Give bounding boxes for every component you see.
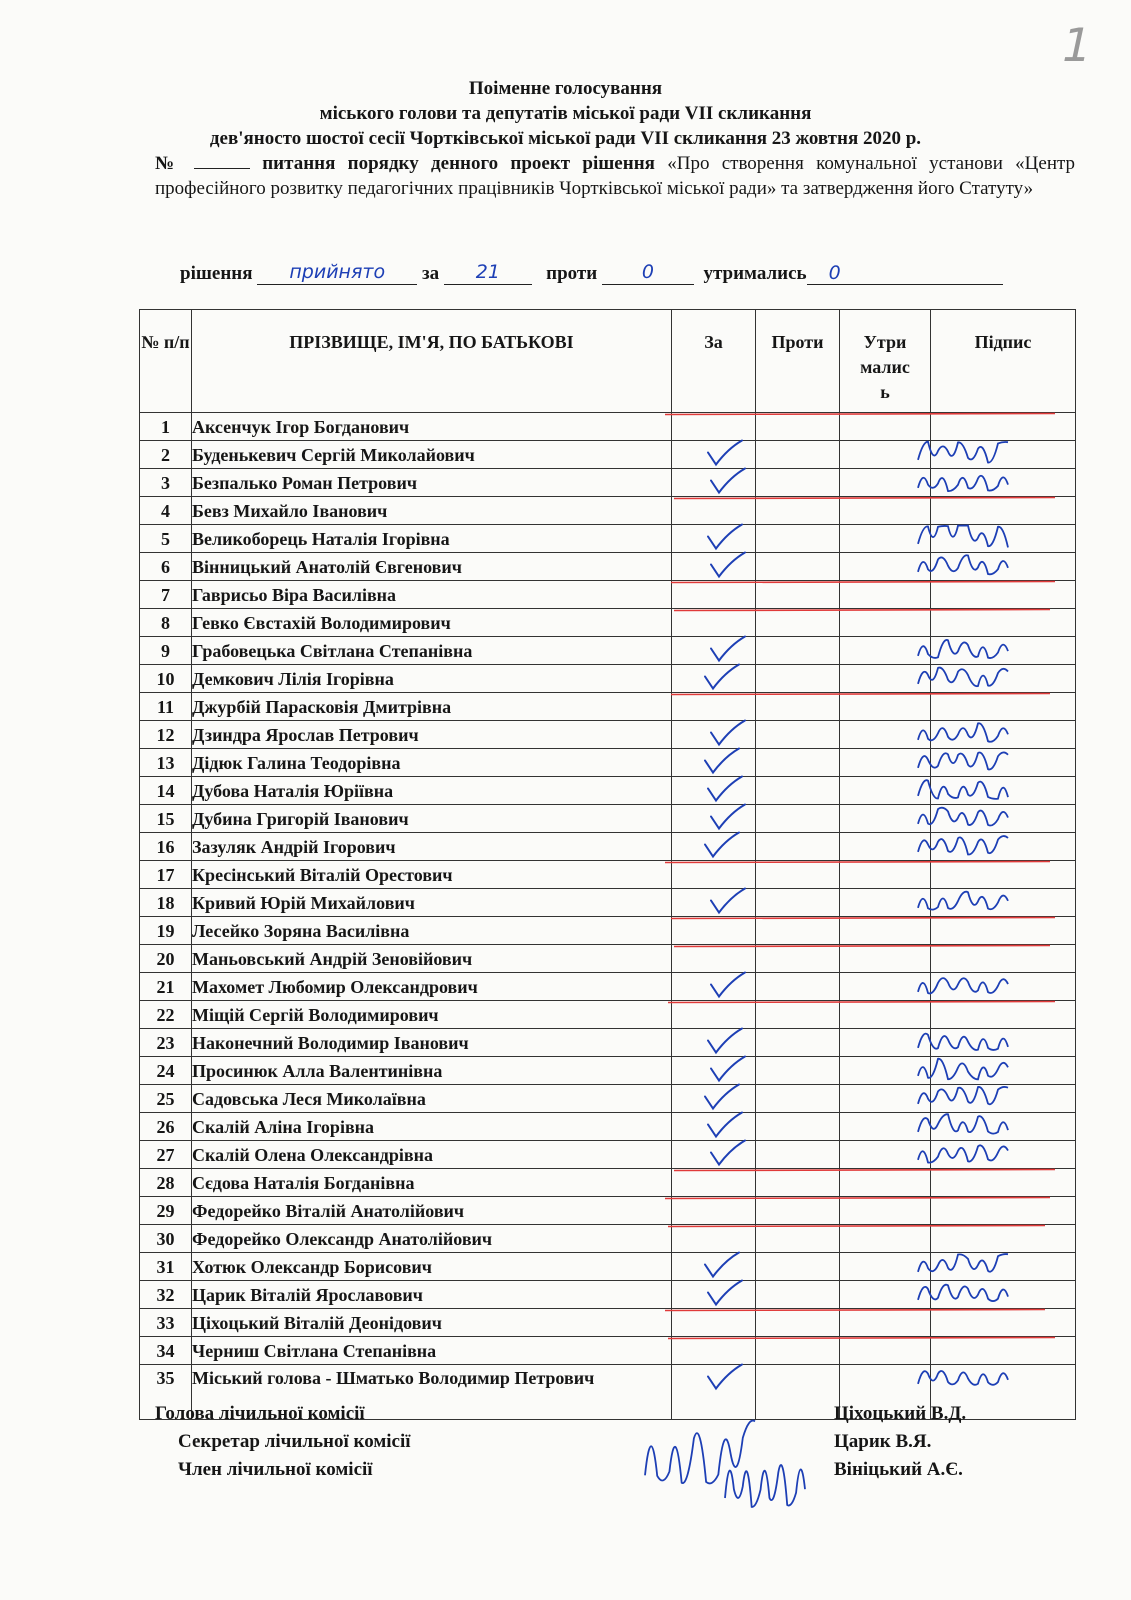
question-prefix: № [155,153,182,174]
vote-table [139,309,1076,1420]
member-name: Гевко Євстахій Володимирович [192,609,672,637]
for-cell [672,917,756,945]
table-row [140,1281,1076,1309]
row-number: 7 [140,581,192,609]
abstained-cell [840,497,931,525]
table-row [140,1337,1076,1365]
for-cell [672,553,756,581]
for-cell [672,1001,756,1029]
abstained-cell [840,777,931,805]
signature-cell [931,721,1076,749]
for-cell [672,1141,756,1169]
signature-cell [931,497,1076,525]
table-row [140,861,1076,889]
row-number: 21 [140,973,192,1001]
for-cell [672,637,756,665]
for-cell [672,1169,756,1197]
signature-cell [931,1281,1076,1309]
agenda-question [155,150,1075,201]
table-row [140,637,1076,665]
member-name: Ціхоцький Віталій Деонідович [192,1309,672,1337]
for-cell [672,861,756,889]
row-number: 27 [140,1141,192,1169]
table-row [140,1225,1076,1253]
row-number: 32 [140,1281,192,1309]
signature-cell [931,441,1076,469]
against-cell [756,861,840,889]
signature-cell [931,833,1076,861]
for-cell [672,1113,756,1141]
signature-cell [931,1309,1076,1337]
abstained-value: 0 [807,263,1003,285]
signature-cell [931,777,1076,805]
abstained-cell [840,721,931,749]
member-name: Хотюк Олександр Борисович [192,1253,672,1281]
signature-scribble [725,1465,805,1507]
for-cell [672,721,756,749]
table-row [140,973,1076,1001]
abstained-cell [840,1029,931,1057]
table-row [140,889,1076,917]
signature-cell [931,973,1076,1001]
signature-cell [931,1113,1076,1141]
member-name: Садовська Леся Миколаївна [192,1085,672,1113]
against-cell [756,665,840,693]
for-cell [672,973,756,1001]
table-row [140,749,1076,777]
member-name: Махомет Любомир Олександрович [192,973,672,1001]
col-signature-header: Підпис [931,310,1076,413]
for-cell [672,1225,756,1253]
row-number: 1 [140,413,192,441]
table-row [140,833,1076,861]
row-number: 31 [140,1253,192,1281]
signature-cell [931,693,1076,721]
against-cell [756,805,840,833]
abstained-cell [840,1281,931,1309]
for-cell [672,609,756,637]
for-cell [672,777,756,805]
table-row [140,917,1076,945]
abstained-cell [840,693,931,721]
signature-cell [931,861,1076,889]
against-cell [756,889,840,917]
row-number: 14 [140,777,192,805]
member-name: Черниш Світлана Степанівна [192,1337,672,1365]
for-cell [672,945,756,973]
signature-cell [931,1225,1076,1253]
document-header [0,76,1131,151]
for-cell [672,497,756,525]
for-label: за [422,263,440,284]
member-name: Вініцький А.Є. [834,1459,963,1480]
against-cell [756,1309,840,1337]
row-number: 34 [140,1337,192,1365]
against-cell [756,917,840,945]
row-number: 8 [140,609,192,637]
against-cell [756,973,840,1001]
col-name-header: ПРІЗВИЩЕ, ІМ'Я, ПО БАТЬКОВІ [192,310,672,413]
signature-cell [931,413,1076,441]
session-line: дев'яносто шостої сесії Чортківської міської ради VII скликання 23 жовтня 2020 р. [209,128,922,149]
row-number: 9 [140,637,192,665]
for-cell [672,1197,756,1225]
member-name: Кресінський Віталій Орестович [192,861,672,889]
for-cell [672,413,756,441]
member-name: Лесейко Зоряна Василівна [192,917,672,945]
table-row [140,1197,1076,1225]
signature-cell [931,665,1076,693]
against-cell [756,1085,840,1113]
member-name: Буденькевич Сергій Миколайович [192,441,672,469]
signature-cell [931,553,1076,581]
table-row [140,805,1076,833]
abstained-cell [840,1337,931,1365]
signature-cell [931,581,1076,609]
chair-label: Голова лічильної комісії [155,1403,365,1424]
col-for-header: За [672,310,756,413]
abstained-cell [840,637,931,665]
row-number: 5 [140,525,192,553]
for-cell [672,665,756,693]
signature-cell [931,637,1076,665]
against-cell [756,721,840,749]
for-cell [672,1365,756,1420]
abstained-cell [840,469,931,497]
row-number: 25 [140,1085,192,1113]
member-label: Член лічильної комісії [178,1459,373,1480]
for-cell [672,581,756,609]
table-row [140,553,1076,581]
against-cell [756,581,840,609]
table-row [140,1057,1076,1085]
question-text: «Про створення комунальної установи «Центр професійного розвитку педагогічних працівників Чортківської міської ради» та затвердження його Статуту» [155,153,1076,199]
signature-cell [931,1141,1076,1169]
row-number: 11 [140,693,192,721]
decision-value: прийнято [257,262,417,285]
question-number-blank [194,150,250,169]
table-row [140,497,1076,525]
for-cell [672,1057,756,1085]
for-cell [672,749,756,777]
table-row [140,1141,1076,1169]
member-name: Дідюк Галина Теодорівна [192,749,672,777]
member-name: Сєдова Наталія Богданівна [192,1169,672,1197]
table-row [140,609,1076,637]
row-number: 29 [140,1197,192,1225]
against-cell [756,1057,840,1085]
member-name: Гаврисьо Віра Василівна [192,581,672,609]
against-cell [756,637,840,665]
table-row [140,721,1076,749]
against-cell [756,1365,840,1420]
signature-cell [931,1169,1076,1197]
row-number: 2 [140,441,192,469]
against-cell [756,1113,840,1141]
member-name: Дубина Григорій Іванович [192,805,672,833]
row-number: 12 [140,721,192,749]
signature-cell [931,525,1076,553]
for-cell [672,805,756,833]
member-name: Кривий Юрій Михайлович [192,889,672,917]
vote-result [180,262,1003,285]
for-cell [672,469,756,497]
signature-cell [931,1029,1076,1057]
member-name: Міщій Сергій Володимирович [192,1001,672,1029]
against-label: проти [546,263,598,284]
row-number: 23 [140,1029,192,1057]
member-name: Федорейко Віталій Анатолійович [192,1197,672,1225]
document-title: Поіменне голосування [468,78,663,99]
row-number: 19 [140,917,192,945]
table-row [140,525,1076,553]
member-name: Великоборець Наталія Ігорівна [192,525,672,553]
signature-cell [931,1197,1076,1225]
for-cell [672,1281,756,1309]
table-row [140,1309,1076,1337]
signature-cell [931,1057,1076,1085]
signature-cell [931,609,1076,637]
member-name: Грабовецька Світлана Степанівна [192,637,672,665]
abstained-label: утримались [703,263,807,284]
table-header-row [140,310,1076,413]
abstained-cell [840,1057,931,1085]
row-number: 15 [140,805,192,833]
row-number: 26 [140,1113,192,1141]
row-number: 18 [140,889,192,917]
abstained-cell [840,553,931,581]
table-row [140,1113,1076,1141]
for-cell [672,525,756,553]
decision-label: рішення [180,263,253,284]
abstained-cell [840,665,931,693]
row-number: 28 [140,1169,192,1197]
table-row [140,777,1076,805]
signature-cell [931,1337,1076,1365]
table-row [140,581,1076,609]
col-abstained-header: Утримались [840,310,931,413]
against-cell [756,497,840,525]
against-cell [756,469,840,497]
member-name: Царик Віталій Ярославович [192,1281,672,1309]
abstained-cell [840,1113,931,1141]
chair-name: Ціхоцький В.Д. [834,1403,967,1424]
against-cell [756,777,840,805]
signature-cell [931,945,1076,973]
abstained-cell [840,525,931,553]
abstained-cell [840,1309,931,1337]
for-cell [672,1309,756,1337]
against-cell [756,945,840,973]
against-cell [756,413,840,441]
abstained-cell [840,1085,931,1113]
against-cell [756,833,840,861]
row-number: 16 [140,833,192,861]
row-number: 35 [140,1365,192,1420]
for-cell [672,693,756,721]
abstained-cell [840,1253,931,1281]
abstained-cell [840,945,931,973]
against-cell [756,1253,840,1281]
against-cell [756,1001,840,1029]
signature-cell [931,469,1076,497]
against-cell [756,1141,840,1169]
against-cell [756,749,840,777]
row-number: 22 [140,1001,192,1029]
signature-cell [931,749,1076,777]
member-name: Демкович Лілія Ігорівна [192,665,672,693]
for-cell [672,1085,756,1113]
col-num-header: № п/п [140,310,192,413]
signature-cell [931,889,1076,917]
member-name: Просинюк Алла Валентинівна [192,1057,672,1085]
document-subtitle: міського голови та депутатів міської ради VII скликання [319,103,812,124]
against-cell [756,1225,840,1253]
abstained-cell [840,413,931,441]
member-name: Скалій Олена Олександрівна [192,1141,672,1169]
abstained-cell [840,1197,931,1225]
row-number: 20 [140,945,192,973]
table-row [140,945,1076,973]
for-cell [672,1253,756,1281]
table-row [140,441,1076,469]
question-label: питання порядку денного проект рішення [262,153,655,174]
abstained-cell [840,441,931,469]
row-number: 6 [140,553,192,581]
row-number: 17 [140,861,192,889]
for-value: 21 [444,262,532,285]
member-name: Бевз Михайло Іванович [192,497,672,525]
member-name: Скалій Аліна Ігорівна [192,1113,672,1141]
signature-cell [931,917,1076,945]
against-cell [756,553,840,581]
signature-cell [931,1085,1076,1113]
table-row [140,1085,1076,1113]
against-cell [756,1169,840,1197]
abstained-cell [840,581,931,609]
abstained-cell [840,833,931,861]
table-row [140,413,1076,441]
abstained-cell [840,749,931,777]
table-row [140,1253,1076,1281]
secretary-name: Царик В.Я. [834,1431,932,1452]
for-cell [672,889,756,917]
against-cell [756,1281,840,1309]
against-cell [756,693,840,721]
row-number: 10 [140,665,192,693]
abstained-cell [840,1141,931,1169]
signature-scribble [645,1421,755,1484]
against-cell [756,609,840,637]
member-name: Зазуляк Андрій Ігорович [192,833,672,861]
abstained-cell [840,1001,931,1029]
col-against-header: Проти [756,310,840,413]
row-number: 30 [140,1225,192,1253]
against-cell [756,1337,840,1365]
signature-cell [931,1253,1076,1281]
against-cell [756,525,840,553]
member-name: Наконечний Володимир Іванович [192,1029,672,1057]
row-number: 3 [140,469,192,497]
table-row [140,1029,1076,1057]
member-name: Міський голова - Шматько Володимир Петрович [192,1365,672,1420]
abstained-cell [840,609,931,637]
for-cell [672,1029,756,1057]
member-name: Джурбій Парасковія Дмитрівна [192,693,672,721]
abstained-cell [840,1225,931,1253]
against-cell [756,1197,840,1225]
member-name: Безпалько Роман Петрович [192,469,672,497]
row-number: 24 [140,1057,192,1085]
member-name: Аксенчук Ігор Богданович [192,413,672,441]
abstained-cell [840,917,931,945]
abstained-cell [840,805,931,833]
member-name: Вінницький Анатолій Євгенович [192,553,672,581]
abstained-cell [840,889,931,917]
row-number: 13 [140,749,192,777]
member-name: Дзиндра Ярослав Петрович [192,721,672,749]
against-cell [756,1029,840,1057]
row-number: 33 [140,1309,192,1337]
abstained-cell [840,1169,931,1197]
abstained-cell [840,973,931,1001]
table-row [140,1001,1076,1029]
table-row [140,1169,1076,1197]
signature-cell [931,805,1076,833]
for-cell [672,1337,756,1365]
page-number: 1 [1056,18,1098,72]
table-row [140,693,1076,721]
member-name: Дубова Наталія Юріївна [192,777,672,805]
abstained-cell [840,861,931,889]
for-cell [672,833,756,861]
secretary-label: Секретар лічильної комісії [178,1431,411,1452]
against-cell [756,441,840,469]
row-number: 4 [140,497,192,525]
signature-cell [931,1001,1076,1029]
against-value: 0 [602,262,694,285]
member-name: Маньовський Андрій Зеновійович [192,945,672,973]
table-row [140,469,1076,497]
for-cell [672,441,756,469]
table-row [140,665,1076,693]
member-name: Федорейко Олександр Анатолійович [192,1225,672,1253]
